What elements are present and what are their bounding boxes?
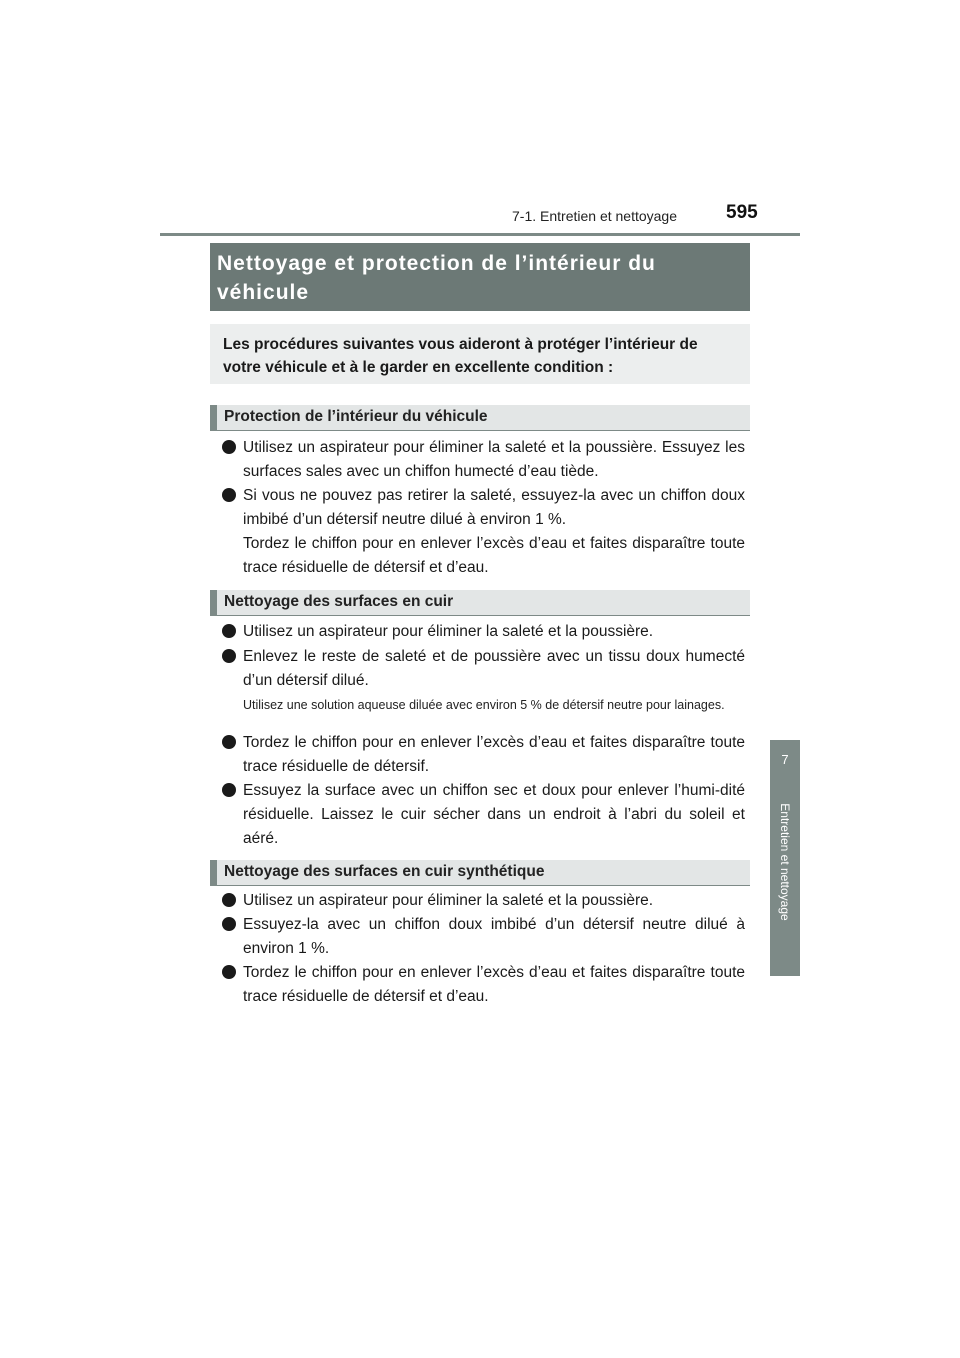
list-item-text: Utilisez un aspirateur pour éliminer la saleté et la poussière. Essuyez les surfaces sales avec un chiffon humecté d’eau tiède. xyxy=(243,439,745,480)
header-section-title: 7-1. Entretien et nettoyage xyxy=(512,208,677,224)
list-item xyxy=(222,484,745,532)
list-item-text: Enlevez le reste de saleté et de poussière avec un tissu doux humecté d’un détersif dilué. xyxy=(243,648,745,689)
bullet-icon xyxy=(222,624,236,638)
section-heading-leather xyxy=(210,590,750,616)
list-item xyxy=(222,779,745,851)
list-item-text: Tordez le chiffon pour en enlever l’excès d’eau et faites disparaître toute trace résiduelle de détersif et d’eau. xyxy=(243,964,745,1005)
intro-text: Les procédures suivantes vous aideront à protéger l’intérieur de votre véhicule et à le garder en excellente condition : xyxy=(223,336,698,376)
bullet-icon xyxy=(222,735,236,749)
list-item xyxy=(222,731,745,779)
chapter-number: 7 xyxy=(781,752,789,767)
bullet-icon xyxy=(222,893,236,907)
section-heading-text: Nettoyage des surfaces en cuir xyxy=(224,593,454,610)
list-item xyxy=(222,913,745,961)
bullet-icon xyxy=(222,488,236,502)
list-item-continuation xyxy=(222,532,745,580)
bullet-icon xyxy=(222,440,236,454)
list-item xyxy=(222,889,745,913)
list-item xyxy=(222,645,745,693)
list-item-text: Si vous ne pouvez pas retirer la saleté, essuyez-la avec un chiffon doux imbibé d’un détersif neutre dilué à environ 1 %. xyxy=(243,487,745,528)
list-item xyxy=(222,961,745,1009)
bullet-icon xyxy=(222,783,236,797)
list-item-text: Essuyez la surface avec un chiffon sec et doux pour enlever l’humi-dité résiduelle. Laissez le cuir sécher dans un endroit à l’abri du soleil et aéré. xyxy=(243,782,745,847)
section-heading-synthetic-leather xyxy=(210,860,750,886)
list-item-text: Essuyez-la avec un chiffon doux imbibé d’un détersif neutre dilué à environ 1 %. xyxy=(243,916,745,957)
page-title: Nettoyage et protection de l’intérieur du véhicule xyxy=(217,252,656,304)
section-heading-interior-protection xyxy=(210,405,750,431)
chapter-label: Entretien et nettoyage xyxy=(778,803,792,921)
list-item xyxy=(222,620,745,644)
bullet-icon xyxy=(222,965,236,979)
note-text: Utilisez une solution aqueuse diluée avec environ 5 % de détersif neutre pour lainages. xyxy=(243,698,725,712)
section-heading-text: Protection de l’intérieur du véhicule xyxy=(224,408,488,425)
header-rule xyxy=(160,233,800,236)
page-title-box xyxy=(210,243,750,311)
list-item-text: Tordez le chiffon pour en enlever l’excès d’eau et faites disparaître toute trace résiduelle de détersif. xyxy=(243,734,745,775)
bullet-icon xyxy=(222,917,236,931)
intro-box xyxy=(210,324,750,384)
list-item xyxy=(222,436,745,484)
bullet-icon xyxy=(222,649,236,663)
section-heading-text: Nettoyage des surfaces en cuir synthétique xyxy=(224,863,545,880)
page-number: 595 xyxy=(726,202,758,223)
continuation-text: Tordez le chiffon pour en enlever l’excès d’eau et faites disparaître toute trace résiduelle de détersif et d’eau. xyxy=(243,535,745,576)
list-item-text: Utilisez un aspirateur pour éliminer la saleté et la poussière. xyxy=(243,892,654,909)
list-item-text: Utilisez un aspirateur pour éliminer la saleté et la poussière. xyxy=(243,623,654,640)
